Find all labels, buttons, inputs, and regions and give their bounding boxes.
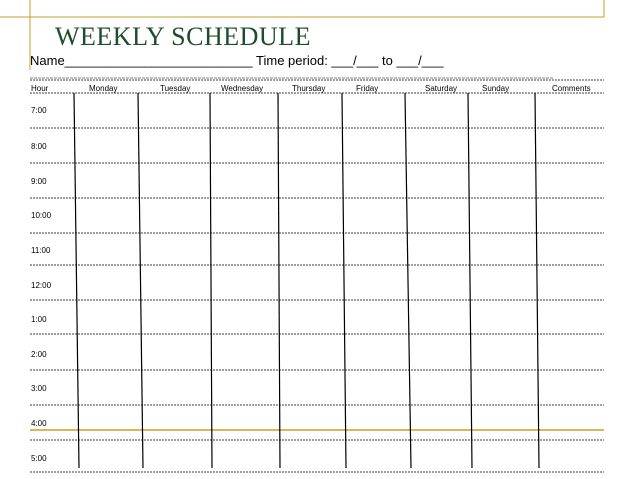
hour-label: 8:00 bbox=[31, 142, 47, 151]
hour-label: 9:00 bbox=[31, 177, 47, 186]
header-wednesday: Wednesday bbox=[221, 84, 264, 93]
hour-label: 2:00 bbox=[31, 350, 47, 359]
column-divider bbox=[278, 93, 280, 468]
column-divider bbox=[74, 93, 79, 468]
hour-label: 4:00 bbox=[31, 419, 47, 428]
hour-label: 1:00 bbox=[31, 315, 47, 324]
hour-label: 7:00 bbox=[31, 106, 47, 115]
header-hour: Hour bbox=[31, 84, 49, 93]
header-monday: Monday bbox=[89, 84, 118, 93]
name-and-time-period-line: Name__________________________ Time period: ___/___ to ___/___ bbox=[30, 53, 444, 68]
column-divider bbox=[535, 93, 539, 468]
column-divider bbox=[138, 93, 143, 468]
header-sunday: Sunday bbox=[482, 84, 510, 93]
hour-label: 5:00 bbox=[31, 454, 47, 463]
column-divider bbox=[405, 93, 411, 468]
header-comments: Comments bbox=[552, 84, 591, 93]
column-divider bbox=[468, 93, 472, 468]
column-divider bbox=[342, 93, 346, 468]
hour-label: 3:00 bbox=[31, 384, 47, 393]
header-saturday: Saturday bbox=[425, 84, 458, 93]
page-title: WEEKLY SCHEDULE bbox=[55, 22, 311, 51]
hour-label: 10:00 bbox=[31, 211, 52, 220]
header-friday: Friday bbox=[356, 84, 379, 93]
hour-label: 11:00 bbox=[31, 246, 51, 255]
hour-label: 12:00 bbox=[31, 281, 52, 290]
column-divider bbox=[210, 93, 212, 468]
header-tuesday: Tuesday bbox=[160, 84, 191, 93]
header-thursday: Thursday bbox=[292, 84, 326, 93]
